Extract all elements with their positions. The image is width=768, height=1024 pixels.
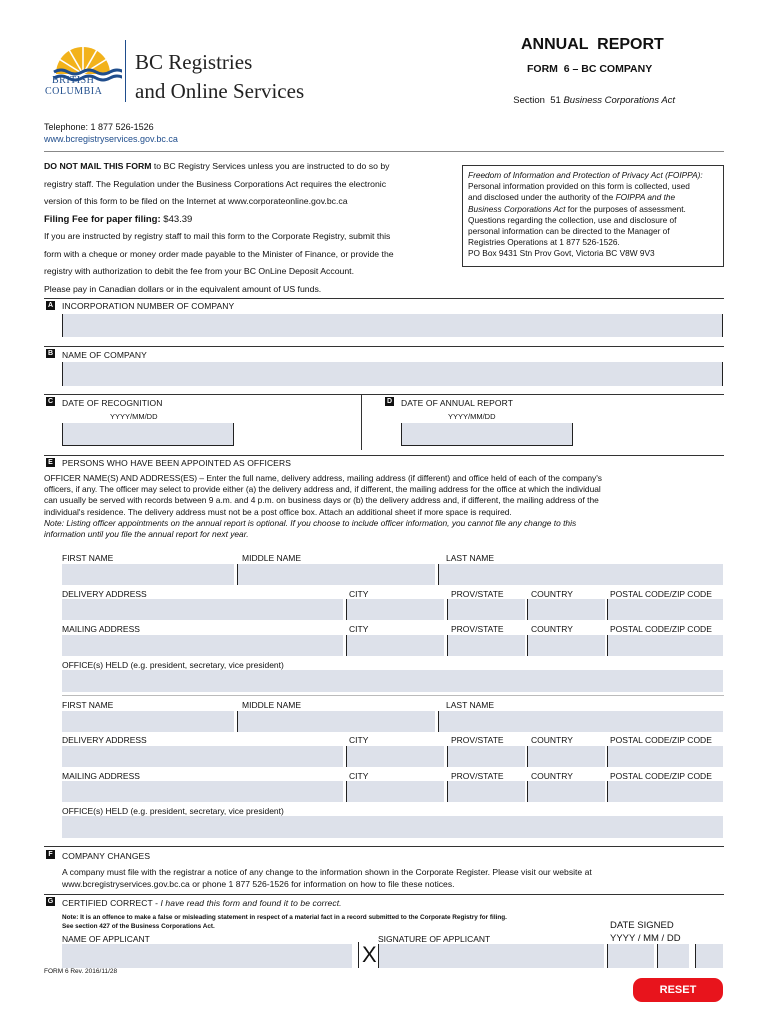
section-c-title: DATE OF RECOGNITION bbox=[62, 398, 163, 408]
certified-correct: CERTIFIED CORRECT - bbox=[62, 898, 161, 908]
applicant-name-field[interactable] bbox=[62, 944, 352, 968]
privacy-line3a: and disclosed under the authority of the bbox=[468, 192, 616, 203]
section-d-title: DATE OF ANNUAL REPORT bbox=[401, 398, 513, 408]
section-g-title bbox=[62, 898, 342, 908]
fee-value: $43.39 bbox=[160, 213, 193, 225]
officer1-first-name-label: FIRST NAME bbox=[62, 553, 114, 563]
officer-instr-3: can usually be served with records between 9 a.m. and 4 p.m. on business days or (b) the delivery address and, if different, the mailing address of the bbox=[44, 495, 599, 506]
officer2-delivery-label: DELIVERY ADDRESS bbox=[62, 735, 147, 745]
officer-instructions bbox=[44, 473, 734, 540]
section-g-rule bbox=[44, 894, 724, 895]
company-changes-line1: A company must file with the registrar a notice of any change to the information shown in the Corporate Register. Please visit our website at bbox=[62, 867, 592, 877]
date-signed-label: DATE SIGNED bbox=[610, 920, 674, 931]
officer2-middle-name-field[interactable] bbox=[237, 711, 435, 732]
offence-note-2: See section 427 of the Business Corporations Act. bbox=[62, 923, 215, 930]
section-a-letter: A bbox=[47, 302, 54, 309]
officer1-mailing-country-label: COUNTRY bbox=[531, 624, 573, 634]
section-f-title: COMPANY CHANGES bbox=[62, 851, 151, 861]
applicant-name-label: NAME OF APPLICANT bbox=[62, 934, 150, 944]
officer2-mailing-postal-label: POSTAL CODE/ZIP CODE bbox=[610, 771, 712, 781]
officer1-office-field[interactable] bbox=[62, 670, 723, 692]
officer2-delivery-address-field[interactable] bbox=[62, 746, 343, 767]
intro-text bbox=[44, 158, 454, 298]
signature-field[interactable] bbox=[378, 944, 604, 968]
officer-note-1: Note: Listing officer appointments on the annual report is optional. If you choose to include officer information, you cannot file any change to this bbox=[44, 517, 577, 528]
officer1-delivery-postal-field[interactable] bbox=[607, 599, 723, 620]
officer2-delivery-city-label: CITY bbox=[349, 735, 369, 745]
do-not-mail: DO NOT MAIL THIS FORM bbox=[44, 161, 152, 171]
intro-line7: registry with authorization to debit the fee from your BC OnLine Deposit Account. bbox=[44, 266, 355, 276]
header-rule bbox=[44, 151, 724, 152]
officer1-delivery-country-field[interactable] bbox=[527, 599, 605, 620]
officer1-mailing-prov-label: PROV/STATE bbox=[451, 624, 504, 634]
officer2-middle-name-label: MIDDLE NAME bbox=[242, 700, 302, 710]
section-g-letter: G bbox=[47, 898, 54, 905]
form-revision: FORM 6 Rev. 2016/11/28 bbox=[44, 968, 118, 975]
section-b-title: NAME OF COMPANY bbox=[62, 350, 147, 360]
recognition-date-field[interactable] bbox=[62, 423, 234, 446]
officer2-mailing-country-label: COUNTRY bbox=[531, 771, 573, 781]
officer2-delivery-prov-label: PROV/STATE bbox=[451, 735, 504, 745]
officer2-mailing-city-field[interactable] bbox=[346, 781, 444, 802]
officer2-delivery-country-field[interactable] bbox=[527, 746, 605, 767]
officer1-delivery-city-label: CITY bbox=[349, 589, 369, 599]
website-link[interactable]: www.bcregistryservices.gov.bc.ca bbox=[44, 134, 178, 144]
logo-text-1: BRITISH bbox=[52, 75, 95, 86]
officer2-mailing-label: MAILING ADDRESS bbox=[62, 771, 140, 781]
officer1-delivery-address-field[interactable] bbox=[62, 599, 343, 620]
officer2-last-name-field[interactable] bbox=[438, 711, 723, 732]
section-e-rule bbox=[44, 455, 724, 456]
company-changes-line2: www.bcregistryservices.gov.bc.ca or phone 1 877 526-1526 for information on how to file these notices. bbox=[62, 879, 455, 889]
annual-report-date-field[interactable] bbox=[401, 423, 573, 446]
officer1-mailing-country-field[interactable] bbox=[527, 635, 605, 656]
officer2-mailing-country-field[interactable] bbox=[527, 781, 605, 802]
officer1-first-name-field[interactable] bbox=[62, 564, 234, 585]
section-number: Section 51 bbox=[513, 95, 561, 106]
section-d-letter: D bbox=[386, 398, 393, 405]
officer2-delivery-postal-field[interactable] bbox=[607, 746, 723, 767]
officer1-mailing-city-label: CITY bbox=[349, 624, 369, 634]
officer2-last-name-label: LAST NAME bbox=[446, 700, 495, 710]
intro-line2: registry staff. The Regulation under the Business Corporations Act requires the electronic bbox=[44, 178, 387, 189]
officer2-delivery-prov-field[interactable] bbox=[447, 746, 525, 767]
officer2-first-name-label: FIRST NAME bbox=[62, 700, 114, 710]
officer1-delivery-country-label: COUNTRY bbox=[531, 589, 573, 599]
section-b-letter: B bbox=[47, 350, 54, 357]
section-a-rule bbox=[44, 298, 724, 299]
section-a-title: INCORPORATION NUMBER OF COMPANY bbox=[62, 301, 235, 311]
logo-divider bbox=[125, 40, 126, 102]
section-f-rule bbox=[44, 846, 724, 847]
officer1-mailing-prov-field[interactable] bbox=[447, 635, 525, 656]
officer1-delivery-city-field[interactable] bbox=[346, 599, 444, 620]
officer2-mailing-prov-field[interactable] bbox=[447, 781, 525, 802]
date-signed-year-field[interactable] bbox=[607, 944, 654, 968]
form-name: FORM 6 – BC COMPANY bbox=[527, 63, 653, 75]
page-title: ANNUAL REPORT bbox=[521, 36, 664, 53]
bc-logo bbox=[44, 34, 122, 104]
officer2-mailing-prov-label: PROV/STATE bbox=[451, 771, 504, 781]
officer1-mailing-address-field[interactable] bbox=[62, 635, 343, 656]
reset-button[interactable]: RESET bbox=[633, 978, 723, 1002]
certified-statement: I have read this form and found it to be correct. bbox=[160, 898, 342, 908]
officer1-last-name-label: LAST NAME bbox=[446, 553, 495, 563]
company-changes-text bbox=[62, 866, 732, 890]
officer1-mailing-postal-field[interactable] bbox=[607, 635, 723, 656]
privacy-line7: Registries Operations at 1 877 526-1526. bbox=[468, 237, 620, 248]
officer2-mailing-address-field[interactable] bbox=[62, 781, 343, 802]
section-cd-divider bbox=[361, 394, 362, 450]
org-name-1: BC Registries bbox=[135, 50, 253, 74]
privacy-line8: PO Box 9431 Stn Prov Govt, Victoria BC V8W 9V3 bbox=[468, 248, 655, 259]
privacy-line2: Personal information provided on this form is collected, used bbox=[468, 181, 690, 192]
privacy-line4a: Business Corporations Act bbox=[468, 203, 566, 214]
signature-mark: X bbox=[358, 942, 377, 968]
act-name: Business Corporations Act bbox=[563, 95, 676, 106]
officer-divider bbox=[62, 695, 724, 696]
officer1-delivery-label: DELIVERY ADDRESS bbox=[62, 589, 147, 599]
officer1-delivery-postal-label: POSTAL CODE/ZIP CODE bbox=[610, 589, 712, 599]
section-b-rule bbox=[44, 346, 724, 347]
officer2-delivery-city-field[interactable] bbox=[346, 746, 444, 767]
privacy-title: Freedom of Information and Protection of Privacy Act (FOIPPA): bbox=[468, 170, 703, 180]
offence-note-1: Note: It is an offence to make a false or misleading statement in respect of a material fact in a record submitted to the Corporate Registry for filing. bbox=[62, 914, 507, 921]
offence-note bbox=[62, 913, 507, 931]
intro-line6: form with a cheque or money order made payable to the Minister of Finance, or provide the bbox=[44, 248, 394, 259]
officer2-delivery-country-label: COUNTRY bbox=[531, 735, 573, 745]
privacy-line4b: for the purposes of assessment. bbox=[565, 203, 686, 214]
privacy-line5: Questions regarding the collection, use and disclosure of bbox=[468, 214, 677, 225]
officer1-mailing-postal-label: POSTAL CODE/ZIP CODE bbox=[610, 624, 712, 634]
recognition-date-format: YYYY/MM/DD bbox=[110, 412, 158, 421]
intro-line8: Please pay in Canadian dollars or in the equivalent amount of US funds. bbox=[44, 283, 322, 294]
fee-label: Filing Fee for paper filing: bbox=[44, 213, 161, 225]
date-signed-day-field[interactable] bbox=[695, 944, 723, 968]
section-c-letter: C bbox=[47, 398, 54, 405]
officer1-mailing-city-field[interactable] bbox=[346, 635, 444, 656]
officer-instr-1: OFFICER NAME(S) AND ADDRESS(ES) – Enter the full name, delivery address, mailing address (if different) and office held of each of the company's bbox=[44, 473, 602, 483]
incorporation-number-field[interactable] bbox=[62, 314, 723, 337]
company-name-field[interactable] bbox=[62, 362, 723, 386]
date-signed-format: YYYY / MM / DD bbox=[610, 933, 681, 944]
section-cd-rule bbox=[44, 394, 724, 395]
section-e-title: PERSONS WHO HAVE BEEN APPOINTED AS OFFICERS bbox=[62, 458, 291, 468]
officer1-mailing-label: MAILING ADDRESS bbox=[62, 624, 140, 634]
date-signed-month-field[interactable] bbox=[657, 944, 689, 968]
privacy-line6: personal information can be directed to the Manager of bbox=[468, 226, 670, 237]
section-ref bbox=[508, 84, 675, 106]
officer1-middle-name-label: MIDDLE NAME bbox=[242, 553, 302, 563]
officer2-delivery-postal-label: POSTAL CODE/ZIP CODE bbox=[610, 735, 712, 745]
officer1-middle-name-field[interactable] bbox=[237, 564, 435, 585]
officer1-last-name-field[interactable] bbox=[438, 564, 723, 585]
signature-label: SIGNATURE OF APPLICANT bbox=[378, 934, 491, 944]
intro-line1: to BC Registry Services unless you are instructed to do so by bbox=[151, 161, 390, 171]
officer2-office-field[interactable] bbox=[62, 816, 723, 838]
telephone: Telephone: 1 877 526-1526 bbox=[44, 122, 154, 132]
org-name-2: and Online Services bbox=[135, 79, 305, 103]
officer2-mailing-city-label: CITY bbox=[349, 771, 369, 781]
annual-report-date-format: YYYY/MM/DD bbox=[448, 412, 496, 421]
officer1-delivery-prov-field[interactable] bbox=[447, 599, 525, 620]
officer-instr-4: individual's residence. The delivery address must not be a post office box. Attach an additional sheet if more space is required. bbox=[44, 506, 512, 517]
intro-line3: version of this form to be filed on the Internet at www.corporateonline.gov.bc.ca bbox=[44, 196, 348, 206]
officer-instr-2: officers, if any. The officer may select to provide either (a) the delivery address and, if different, the mailing address for the office at which the individual bbox=[44, 484, 601, 495]
intro-line5: If you are instructed by registry staff to mail this form to the Corporate Registry, submit this bbox=[44, 231, 391, 241]
officer-note-2: information until you file the annual report for next year. bbox=[44, 529, 249, 540]
section-e-letter: E bbox=[46, 458, 55, 467]
officer2-mailing-postal-field[interactable] bbox=[607, 781, 723, 802]
officer2-office-label: OFFICE(s) HELD (e.g. president, secretary, vice president) bbox=[62, 806, 284, 816]
officer1-delivery-prov-label: PROV/STATE bbox=[451, 589, 504, 599]
logo-text-2: COLUMBIA bbox=[45, 86, 103, 97]
section-f-letter: F bbox=[46, 850, 55, 859]
privacy-line3b: FOIPPA and the bbox=[615, 192, 676, 203]
officer2-first-name-field[interactable] bbox=[62, 711, 234, 732]
privacy-notice bbox=[462, 165, 724, 267]
officer1-office-label: OFFICE(s) HELD (e.g. president, secretary, vice president) bbox=[62, 660, 284, 670]
